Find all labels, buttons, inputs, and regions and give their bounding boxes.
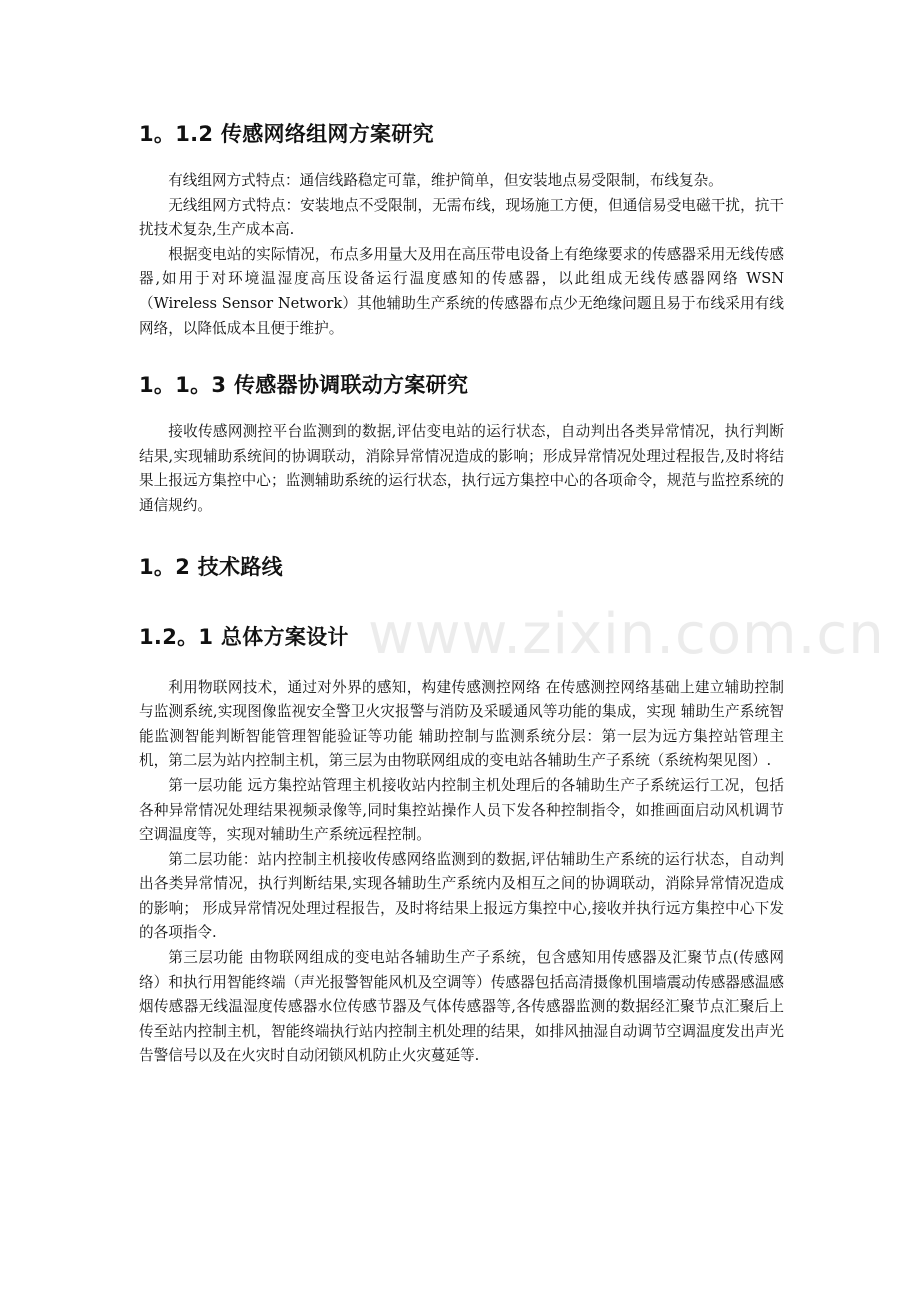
- paragraph: 第一层功能 远方集控站管理主机接收站内控制主机处理后的各辅助生产子系统运行工况，包括各种异常情况处理结果视频录像等,同时集控站操作人员下发各种控制指令，如推画面启动风机调节空调温度等，实现对辅助生产系统远程控制。: [139, 776, 784, 844]
- section-1-2-1: [139, 621, 784, 1070]
- paragraph: 第三层功能 由物联网组成的变电站各辅助生产子系统，包含感知用传感器及汇聚节点(传感网络）和执行用智能终端（声光报警智能风机及空调等）传感器包括高清摄像机围墙震动传感器感温感烟传感器无线温湿度传感器水位传感节器及气体传感器等,各传感器监测的数据经汇聚节点汇聚后上传至站内控制主机，智能终端执行站内控制主机处理的结果，如排风抽湿自动调节空调温度发出声光告警信号以及在火灾时自动闭锁风机防止火灾蔓延等.: [139, 949, 784, 1065]
- paragraph: 有线组网方式特点：通信线路稳定可靠，维护简单，但安装地点易受限制，布线复杂。: [168, 172, 723, 189]
- paragraph: 接收传感网测控平台监测到的数据,评估变电站的运行状态，自动判出各类异常情况，执行判断结果,实现辅助系统间的协调联动，消除异常情况造成的影响；形成异常情况处理过程报告,及时将结果上报远方集控中心；监测辅助系统的运行状态，执行远方集控中心的各项命令，规范与监控系统的通信规约。: [139, 423, 784, 514]
- section-heading: 1。1.2 传感网络组网方案研究: [139, 122, 434, 146]
- section-1-1-2: [139, 118, 784, 341]
- section-1-2: [139, 551, 784, 583]
- site-watermark: www.zixin.com.cn: [368, 602, 885, 667]
- section-1-1-3: [139, 369, 784, 518]
- section-heading: 1。2 技术路线: [139, 554, 283, 579]
- paragraph: 第二层功能：站内控制主机接收传感网络监测到的数据,评估辅助生产系统的运行状态，自动判出各类异常情况，执行判断结果,实现各辅助生产系统内及相互之间的协调联动，消除异常情况造成的影响； 形成异常情况处理过程报告，及时将结果上报远方集控中心,接收并执行远方集控中心下发的各项指令.: [139, 850, 784, 942]
- paragraph: 根据变电站的实际情况，布点多用量大及用在高压带电设备上有绝缘要求的传感器采用无线传感器,如用于对环境温湿度高压设备运行温度感知的传感器，以此组成无线传感器网络 WSN（Wireless Sensor Network）其他辅助生产系统的传感器布点少无绝缘问题且易于布线采用有线网络，以降低成本且便于维护。: [139, 245, 784, 337]
- paragraph: 利用物联网技术，通过对外界的感知，构建传感测控网络 在传感测控网络基础上建立辅助控制与监测系统,实现图像监视安全警卫火灾报警与消防及采暖通风等功能的集成，实现 辅助生产系统智能监测智能判断智能管理智能验证等功能 辅助控制与监测系统分层：第一层为远方集控站管理主机，第二层为站内控制主机，第三层为由物联网组成的变电站各辅助生产子系统（系统构架见图）.: [139, 678, 784, 770]
- paragraph: 无线组网方式特点：安装地点不受限制，无需布线，现场施工方便，但通信易受电磁干扰，抗干扰技术复杂,生产成本高.: [139, 196, 784, 239]
- section-heading: 1。1。3 传感器协调联动方案研究: [139, 373, 469, 398]
- document-content: [139, 118, 784, 1092]
- section-heading: 1.2。1 总体方案设计: [139, 624, 349, 649]
